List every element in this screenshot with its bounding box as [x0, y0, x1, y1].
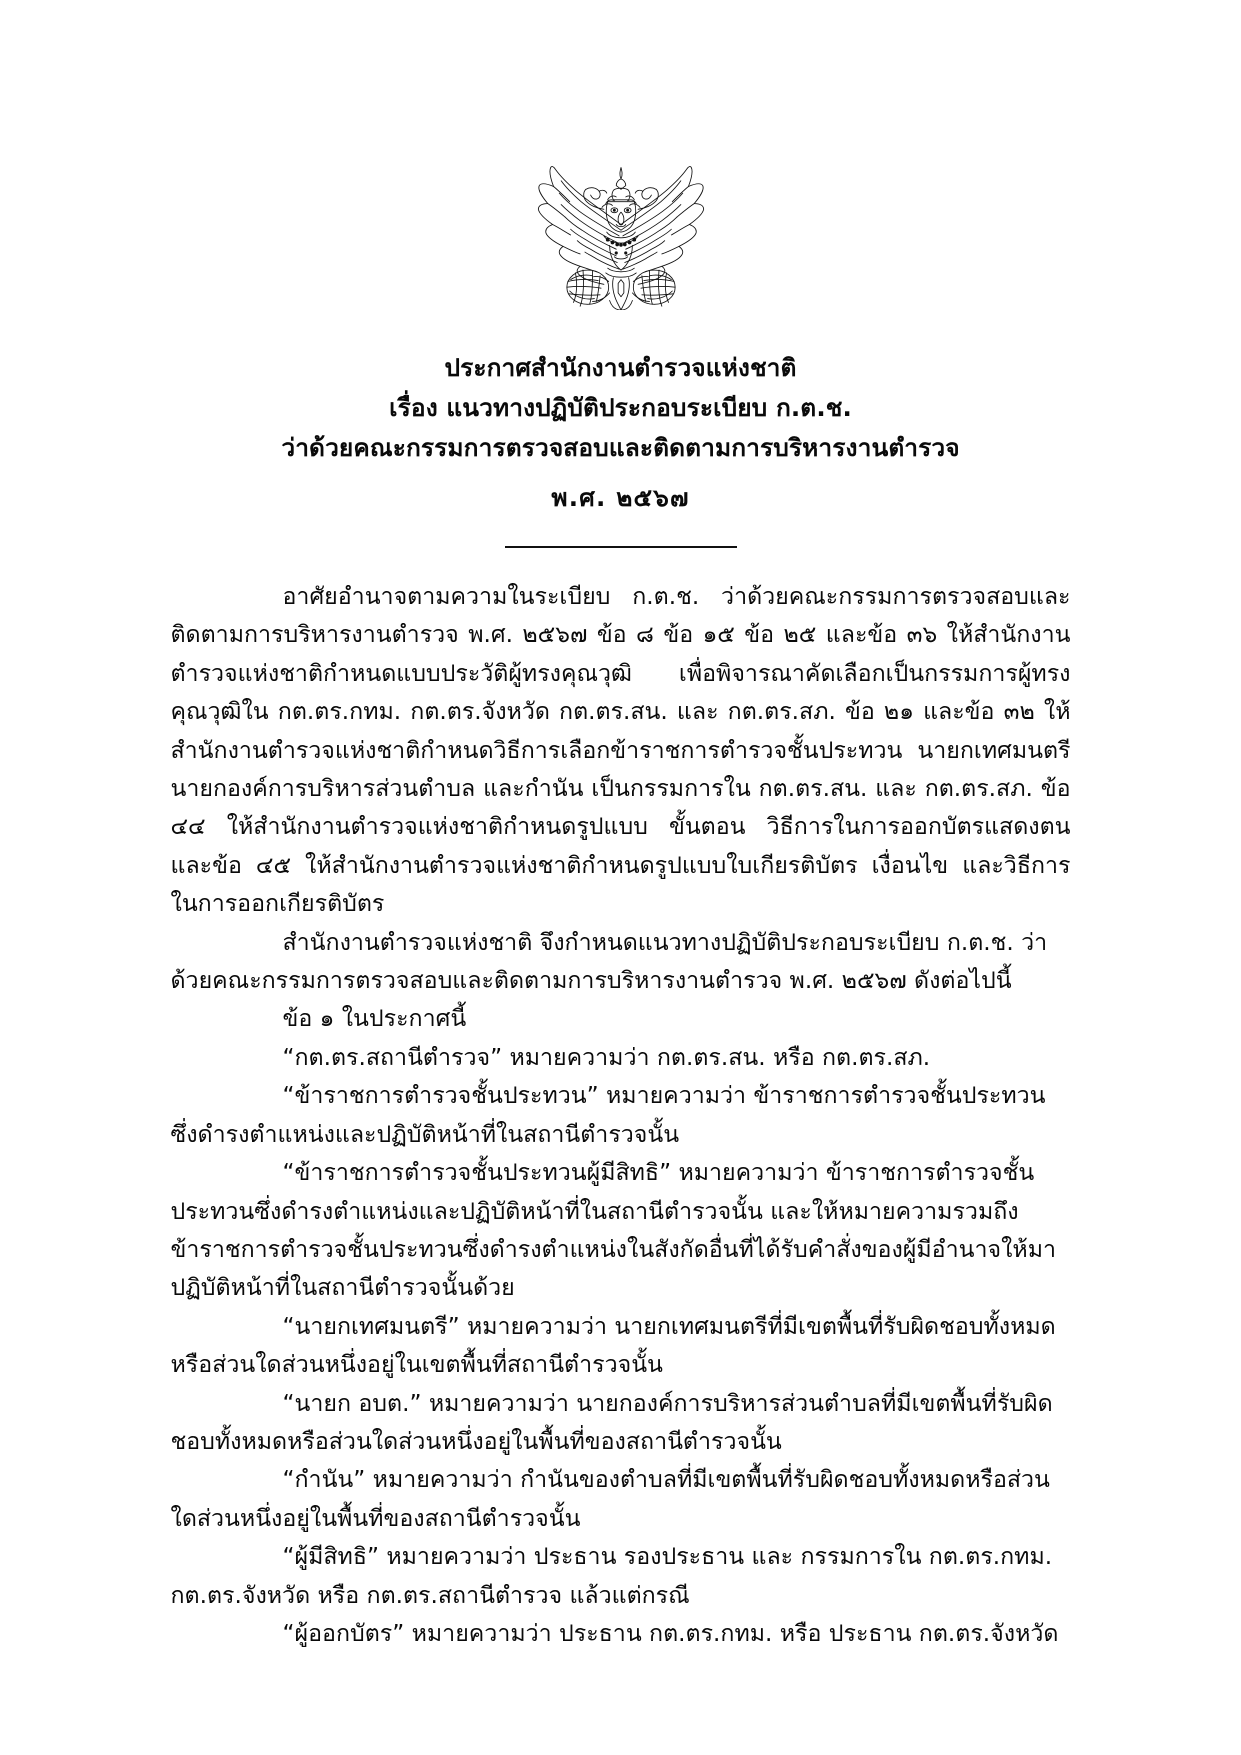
document-title-block — [0, 348, 1241, 518]
paragraph-def-station-committee: “กต.ตร.สถานีตำรวจ” หมายความว่า กต.ตร.สน. หรือ กต.ตร.สภ. — [282, 1043, 931, 1071]
title-line-2: เรื่อง แนวทางปฏิบัติประกอบระเบียบ ก.ต.ช. — [389, 393, 852, 422]
paragraph-def-noncommissioned-officer: “ข้าราชการตำรวจชั้นประทวน” หมายความว่า ข้าราชการตำรวจชั้นประทวนซึ่งดำรงตำแหน่งและปฏิบัติหน้าที่ในสถานีตำรวจนั้น — [170, 1082, 1046, 1148]
paragraph-def-mayor: “นายกเทศมนตรี” หมายความว่า นายกเทศมนตรีที่มีเขตพื้นที่รับผิดชอบทั้งหมดหรือส่วนใดส่วนหนึ่งอยู่ในเขตพื้นที่สถานีตำรวจนั้น — [170, 1312, 1056, 1379]
paragraph-preamble-authority: อาศัยอำนาจตามความในระเบียบ ก.ต.ช. ว่าด้วยคณะกรรมการตรวจสอบและติดตามการบริหารงานตำรวจ พ.ศ. ๒๕๖๗ ข้อ ๘ ข้อ ๑๕ ข้อ ๒๕ และข้อ ๓๖ ให้สำนักงานตำรวจแห่งชาติกำหนดแบบประวัติผู้ทรงคุณวุฒิ เพื่อพิจารณาคัดเลือกเป็นกรรมการผู้ทรงคุณวุฒิใน กต.ตร.กทม. กต.ตร.จังหวัด กต.ตร.สน. และ กต.ตร.สภ. ข้อ ๒๑ และข้อ ๓๒ ให้สำนักงานตำรวจแห่งชาติกำหนดวิธีการเลือกข้าราชการตำรวจชั้นประทวน นายกเทศมนตรี นายกองค์การบริหารส่วนตำบล และกำนัน เป็นกรรมการใน กต.ตร.สน. และ กต.ตร.สภ. ข้อ ๔๔ ให้สำนักงานตำรวจแห่งชาติกำหนดรูปแบบ ขั้นตอน วิธีการในการออกบัตรแสดงตน และข้อ ๔๕ ให้สำนักงานตำรวจแห่งชาติกำหนดรูปแบบใบเกียรติบัตร เงื่อนไข และวิธีการในการออกเกียรติบัตร — [170, 583, 1071, 918]
emblem-container — [0, 0, 1241, 310]
garuda-emblem — [526, 158, 716, 310]
paragraph-clause-1: ข้อ ๑ ในประกาศนี้ — [282, 1005, 467, 1033]
paragraph-def-sao-president: “นายก อบต.” หมายความว่า นายกองค์การบริหารส่วนตำบลที่มีเขตพื้นที่รับผิดชอบทั้งหมดหรือส่วนใดส่วนหนึ่งอยู่ในพื้นที่ของสถานีตำรวจนั้น — [170, 1389, 1053, 1455]
paragraph-preamble-issue: สำนักงานตำรวจแห่งชาติ จึงกำหนดแนวทางปฏิบัติประกอบระเบียบ ก.ต.ช. ว่าด้วยคณะกรรมการตรวจสอบและติดตามการบริหารงานตำรวจ พ.ศ. ๒๕๖๗ ดังต่อไปนี้ — [170, 928, 1048, 995]
title-line-1: ประกาศสำนักงานตำรวจแห่งชาติ — [444, 353, 797, 382]
horizontal-rule — [505, 546, 737, 548]
title-line-3: ว่าด้วยคณะกรรมการตรวจสอบและติดตามการบริหารงานตำรวจ — [281, 433, 960, 462]
document-body — [171, 548, 1071, 1653]
paragraph-def-rights-holder: “ผู้มีสิทธิ” หมายความว่า ประธาน รองประธาน และ กรรมการใน กต.ตร.กทม. กต.ตร.จังหวัด หรือ กต.ตร.สถานีตำรวจ แล้วแต่กรณี — [170, 1543, 1053, 1609]
paragraph-def-eligible-officer: “ข้าราชการตำรวจชั้นประทวนผู้มีสิทธิ” หมายความว่า ข้าราชการตำรวจชั้นประทวนซึ่งดำรงตำแหน่งและปฏิบัติหน้าที่ในสถานีตำรวจนั้น และให้หมายความรวมถึงข้าราชการตำรวจชั้นประทวนซึ่งดำรงตำแหน่งในสังกัดอื่นที่ได้รับคำสั่งของผู้มีอำนาจให้มาปฏิบัติหน้าที่ในสถานีตำรวจนั้นด้วย — [170, 1159, 1056, 1302]
title-year: พ.ศ. ๒๕๖๗ — [551, 483, 690, 512]
paragraph-def-kamnan: “กำนัน” หมายความว่า กำนันของตำบลที่มีเขตพื้นที่รับผิดชอบทั้งหมดหรือส่วนใดส่วนหนึ่งอยู่ในพื้นที่ของสถานีตำรวจนั้น — [170, 1466, 1050, 1532]
paragraph-def-card-issuer: “ผู้ออกบัตร” หมายความว่า ประธาน กต.ตร.กทม. หรือ ประธาน กต.ตร.จังหวัด — [282, 1619, 1059, 1647]
